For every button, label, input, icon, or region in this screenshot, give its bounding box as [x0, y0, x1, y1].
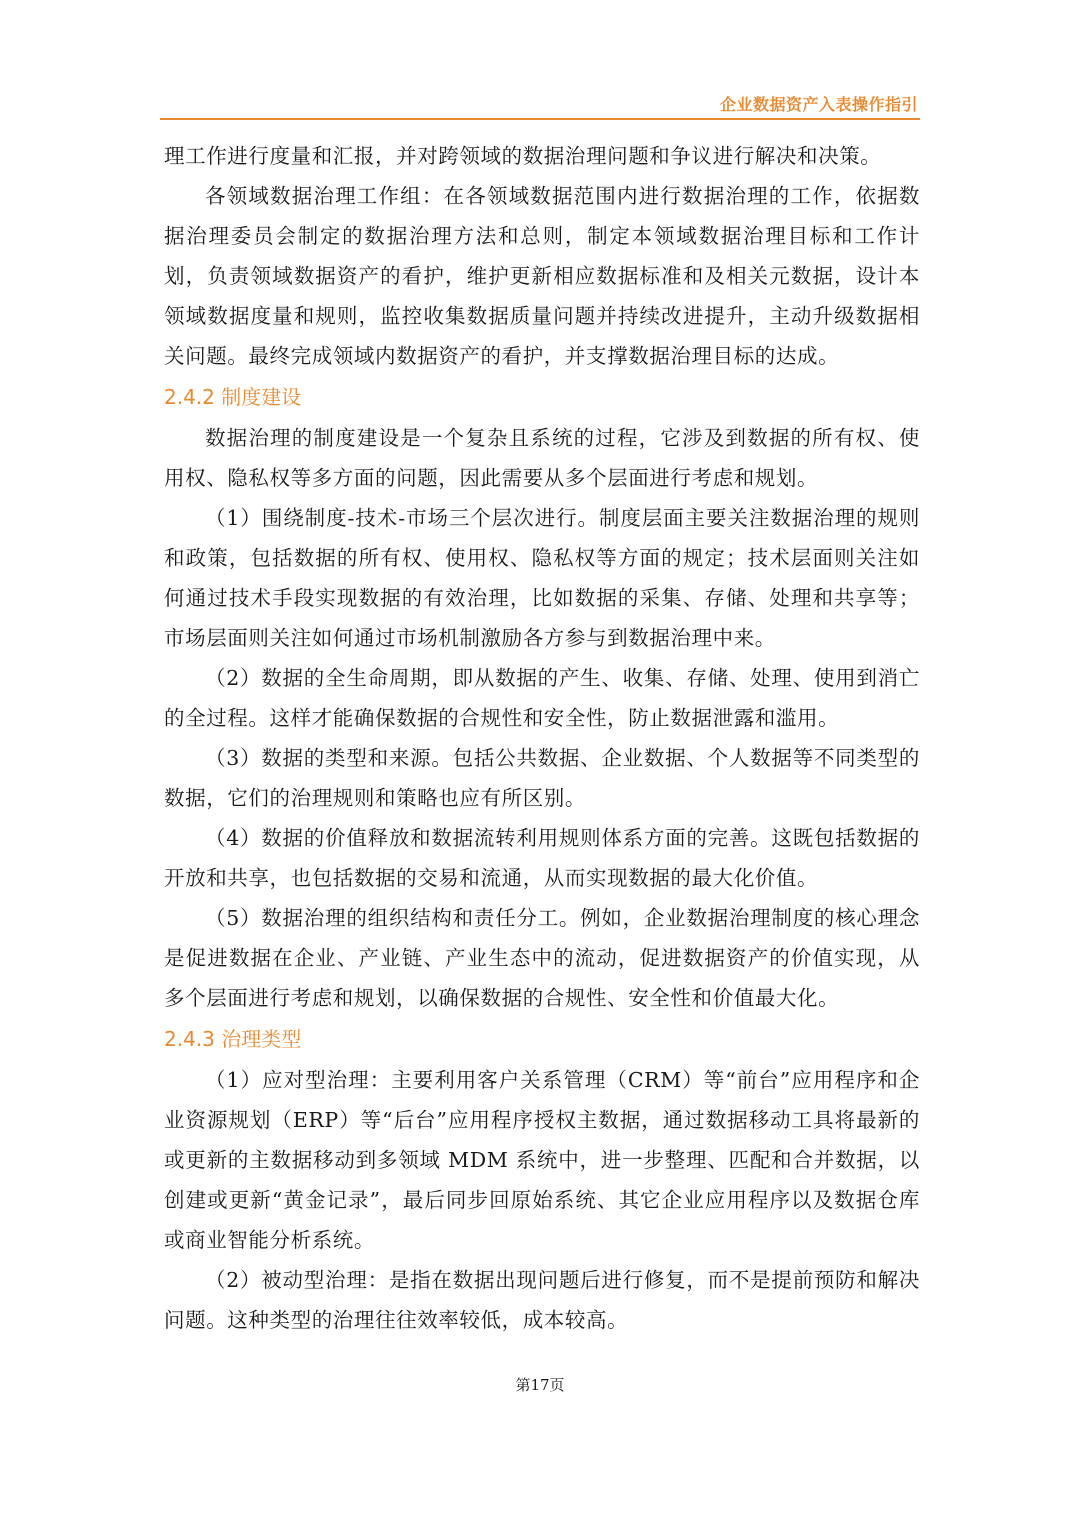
- paragraph-item-5: （5）数据治理的组织结构和责任分工。例如，企业数据治理制度的核心理念是促进数据在企业、产业链、产业生态中的流动，促进数据资产的价值实现，从多个层面进行考虑和规划，以确保数据的合规性、安全性和价值最大化。: [164, 906, 920, 1010]
- paragraph-item-2: （2）数据的全生命周期，即从数据的产生、收集、存储、处理、使用到消亡的全过程。这样才能确保数据的合规性和安全性，防止数据泄露和滥用。: [164, 666, 920, 730]
- paragraph-working-groups: 各领域数据治理工作组：在各领域数据范围内进行数据治理的工作，依据数据治理委员会制定的数据治理方法和总则，制定本领域数据治理目标和工作计划，负责领域数据资产的看护，维护更新相应数据标准和及相关元数据，设计本领域数据度量和规则，监控收集数据质量问题并持续改进提升，主动升级数据相关问题。最终完成领域内数据资产的看护，并支撑数据治理目标的达成。: [164, 184, 920, 368]
- section-heading-governance-types: 2.4.3 治理类型: [164, 1027, 302, 1051]
- page-number: 第17页: [515, 1376, 565, 1394]
- page-header: [160, 88, 920, 120]
- paragraph-item-3: （3）数据的类型和来源。包括公共数据、企业数据、个人数据等不同类型的数据，它们的治理规则和策略也应有所区别。: [164, 746, 920, 810]
- header-title: 企业数据资产入表操作指引: [719, 95, 918, 114]
- page-body: [164, 136, 920, 1340]
- paragraph-institution-intro: 数据治理的制度建设是一个复杂且系统的过程，它涉及到数据的所有权、使用权、隐私权等多方面的问题，因此需要从多个层面进行考虑和规划。: [164, 426, 920, 490]
- paragraph-reactive-governance: （1）应对型治理：主要利用客户关系管理（CRM）等“前台”应用程序和企业资源规划（ERP）等“后台”应用程序授权主数据，通过数据移动工具将最新的或更新的主数据移动到多领域 MDM 系统中，进一步整理、匹配和合并数据，以创建或更新“黄金记录”，最后同步回原始系统、其它企业应用程序以及数据仓库或商业智能分析系统。: [164, 1068, 920, 1252]
- paragraph-continuation: 理工作进行度量和汇报，并对跨领域的数据治理问题和争议进行解决和决策。: [164, 144, 882, 168]
- paragraph-item-1: （1）围绕制度-技术-市场三个层次进行。制度层面主要关注数据治理的规则和政策，包括数据的所有权、使用权、隐私权等方面的规定；技术层面则关注如何通过技术手段实现数据的有效治理，比如数据的采集、存储、处理和共享等；市场层面则关注如何通过市场机制激励各方参与到数据治理中来。: [164, 506, 920, 650]
- section-heading-institution: 2.4.2 制度建设: [164, 385, 302, 409]
- paragraph-passive-governance: （2）被动型治理：是指在数据出现问题后进行修复，而不是提前预防和解决问题。这种类型的治理往往效率较低，成本较高。: [164, 1268, 920, 1332]
- paragraph-item-4: （4）数据的价值释放和数据流转利用规则体系方面的完善。这既包括数据的开放和共享，也包括数据的交易和流通，从而实现数据的最大化价值。: [164, 826, 920, 890]
